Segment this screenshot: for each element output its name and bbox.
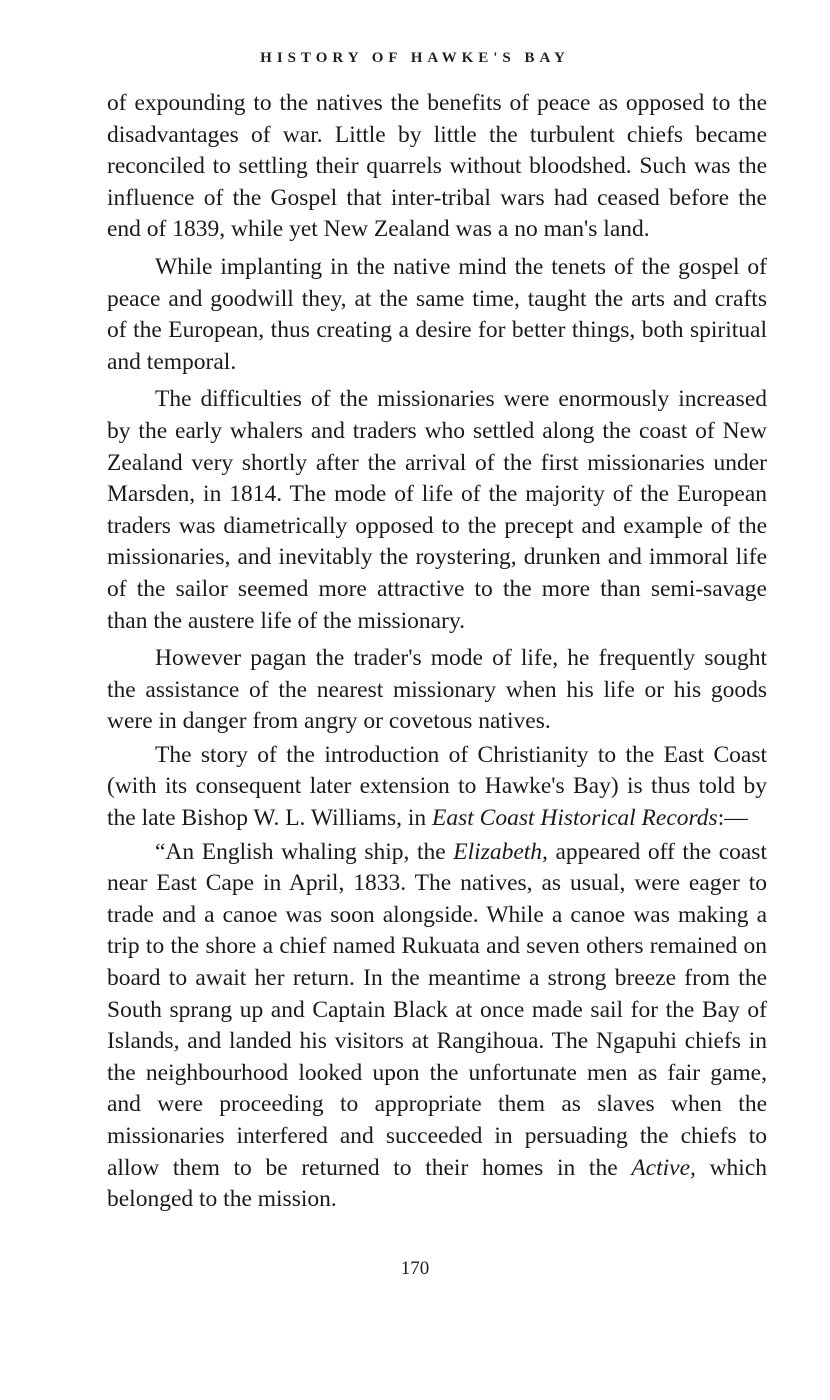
paragraph-6-text-a: “An English whaling ship, the [155, 838, 454, 865]
paragraph-5-text-a: The story of the introduction of Christianity to the East Coast (with its consequent later extension to Hawke's Bay) is thus told by the late Bishop W. L. Williams, in [107, 741, 767, 832]
paragraph-5-book-title: East Coast Historical Records [432, 805, 718, 832]
page-number: 170 [400, 1258, 430, 1279]
paragraph-4: However pagan the trader's mode of life, he frequently sought the assistance of the nearest missionary when his life or his goods were in danger from angry or covetous natives. [107, 645, 767, 735]
paragraph-3: The difficulties of the missionaries were enormously increased by the early whalers and traders who settled along the coast of New Zealand very shortly after the arrival of the first missionaries under Marsden, in 1814. The mode of life of the majority of the European traders was diametrically opposed to the precept and example of the missionaries, and inevitably the roystering, drunken and immoral life of the sailor seemed more attractive to the more than semi-savage than the austere life of the missionary. [107, 386, 767, 634]
paragraph-6-text-c: which belonged to the mission. [107, 1154, 768, 1213]
paragraph-6-ship-name-1: Elizabeth, [453, 838, 548, 865]
paragraph-6-text-b: appeared off the coast near East Cape in April, 1833. The natives, as usual, were eager to trade and a canoe was soon alongside. While a canoe was making a trip to the shore a chief named Rukuata and seven others remained on board to await her return. In the meantime a strong breeze from the South sprang up and Captain Black at once made sail for the Bay of Islands, and landed his visitors at Rangihoua. The Ngapuhi chiefs in the neighbourhood looked upon the unfortunate men as fair game, and were proceeding to appropriate them as slaves when the missionaries interfered and succeeded in persuading the chiefs to allow them to be returned to their homes in the [107, 838, 767, 1181]
paragraph-5 [107, 740, 767, 835]
paragraph-1: of expounding to the natives the benefits of peace as opposed to the disadvantages of war. Little by little the turbulent chiefs became reconciled to settling their quarrels without bloodshed. Such was the influence of the Gospel that inter-tribal wars had ceased before the end of 1839, while yet New Zealand was a no man's land. [107, 90, 767, 243]
paragraph-2: While implanting in the native mind the tenets of the gospel of peace and goodwill they, at the same time, taught the arts and crafts of the European, thus creating a desire for better things, both spiritual and temporal. [107, 253, 767, 375]
body-text [107, 88, 767, 1222]
paragraph-5-text-b: :— [717, 805, 748, 832]
paragraph-6-ship-name-2: Active, [631, 1154, 696, 1181]
running-head: HISTORY OF HAWKE'S BAY [260, 50, 570, 66]
paragraph-6 [107, 837, 767, 1216]
